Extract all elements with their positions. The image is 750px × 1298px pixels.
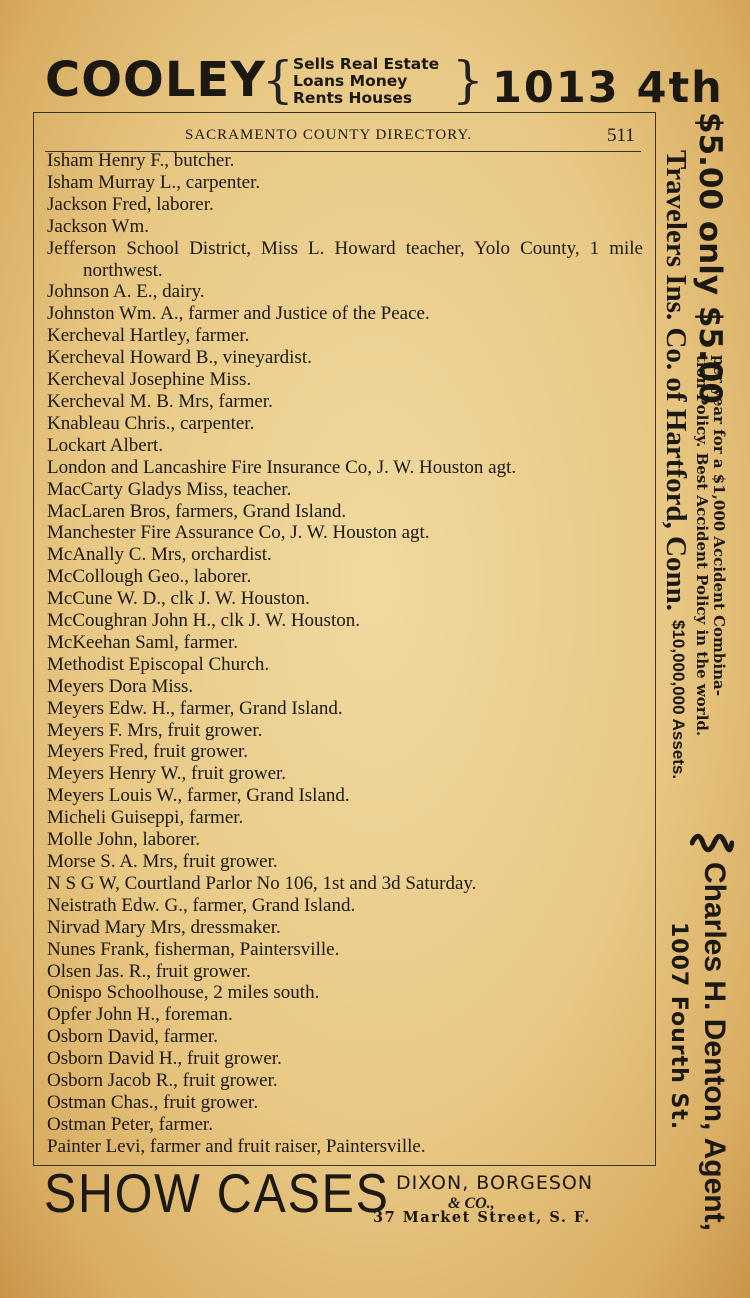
directory-entry: McAnally C. Mrs, orchardist.	[47, 544, 272, 566]
directory-entry: Isham Murray L., carpenter.	[47, 171, 261, 193]
directory-entry: Neistrath Edw. G., farmer, Grand Island.	[47, 894, 356, 916]
directory-entry: Osborn David, farmer.	[47, 1026, 218, 1048]
directory-entry: Jackson Wm.	[47, 215, 150, 237]
directory-entry: Osborn David H., fruit grower.	[47, 1048, 282, 1070]
left-brace: {	[262, 51, 294, 109]
directory-entry: Meyers Henry W., fruit grower.	[47, 763, 287, 785]
directory-entry: N S G W, Courtland Parlor No 106, 1st and 3d Saturday.	[47, 872, 477, 894]
page-number: 511	[607, 125, 635, 146]
directory-entry: Nunes Frank, fisherman, Paintersville.	[47, 938, 340, 960]
right-brace: }	[452, 51, 484, 109]
side-ad-policy-line-b: tion Policy. Best Accident Policy in the world.	[693, 355, 711, 737]
directory-entry: Jefferson School District, Miss L. Howard teacher, Yolo County, 1 mile northwest.	[47, 237, 643, 281]
side-ad-agent-address: 1007 Fourth St.	[666, 922, 691, 1131]
directory-entry: Johnston Wm. A., farmer and Justice of the Peace.	[47, 303, 430, 325]
directory-entry: McCoughran John H., clk J. W. Houston.	[47, 610, 360, 632]
directory-entry: Knableau Chris., carpenter.	[47, 412, 255, 434]
directory-entry: Olsen Jas. R., fruit grower.	[47, 960, 251, 982]
service-line: Sells Real Estate	[293, 55, 440, 73]
directory-entry: MacLaren Bros, farmers, Grand Island.	[47, 500, 347, 522]
directory-entry: MacCarty Gladys Miss, teacher.	[47, 478, 292, 500]
show-cases-ad: SHOW CASES	[44, 1162, 390, 1224]
directory-entry: Opfer John H., foreman.	[47, 1004, 233, 1026]
directory-entry: Osborn Jacob R., fruit grower.	[47, 1070, 278, 1092]
directory-entry: Morse S. A. Mrs, fruit grower.	[47, 851, 278, 872]
directory-entry: Ostman Chas., fruit grower.	[47, 1091, 259, 1113]
ad-firm-co: & CO.,	[448, 1195, 495, 1212]
directory-entry: Molle John, laborer.	[47, 829, 201, 851]
advertiser-name: COOLEY	[45, 52, 266, 108]
directory-entry: Micheli Guiseppi, farmer.	[47, 807, 244, 829]
directory-entry: Isham Henry F., butcher.	[47, 150, 235, 171]
ornament-squiggle-icon	[690, 832, 734, 854]
directory-entry: McCune W. D., clk J. W. Houston.	[47, 588, 310, 610]
directory-entry: Lockart Albert.	[47, 434, 164, 456]
advertiser-services	[293, 56, 439, 107]
directory-entry: McKeehan Saml, farmer.	[47, 631, 238, 653]
directory-entry: Meyers Fred, fruit grower.	[47, 741, 249, 763]
directory-entry: Meyers Louis W., farmer, Grand Island.	[47, 785, 350, 807]
side-ad-assets: $10,000,000 Assets.	[669, 620, 688, 780]
side-ad-insurer: Travelers Ins. Co. of Hartford, Conn.	[660, 150, 692, 612]
directory-entry: Kercheval Josephine Miss.	[47, 369, 252, 391]
directory-entry: Kercheval Hartley, farmer.	[47, 325, 250, 347]
directory-entry: Johnson A. E., dairy.	[47, 281, 205, 303]
service-line: Rents Houses	[293, 89, 413, 107]
advertiser-address: 1013 4th	[492, 63, 724, 113]
side-ad-policy-line-a: per year for a $1,000 Accident Combina-	[710, 355, 728, 696]
directory-entry: McCollough Geo., laborer.	[47, 566, 252, 588]
directory-entry: Painter Levi, farmer and fruit raiser, Paintersville.	[47, 1135, 426, 1157]
directory-entry: Meyers Edw. H., farmer, Grand Island.	[47, 697, 343, 719]
directory-entry: Kercheval M. B. Mrs, farmer.	[47, 390, 273, 412]
directory-entry: Manchester Fire Assurance Co, J. W. Houston agt.	[47, 522, 430, 544]
directory-entry: Meyers F. Mrs, fruit grower.	[47, 719, 263, 741]
directory-entry: Onispo Schoolhouse, 2 miles south.	[47, 982, 320, 1004]
directory-entry: Methodist Episcopal Church.	[47, 653, 270, 675]
directory-entry: Meyers Dora Miss.	[47, 675, 194, 697]
directory-entry: Kercheval Howard B., vineyardist.	[47, 347, 312, 369]
service-line: Loans Money	[293, 72, 408, 90]
directory-entry: London and Lancashire Fire Insurance Co, J. W. Houston agt.	[47, 456, 517, 478]
directory-entry: Nirvad Mary Mrs, dressmaker.	[47, 916, 281, 938]
directory-entries	[47, 150, 643, 1158]
side-ad-price: $5.00 only $5.00	[692, 112, 728, 404]
directory-entry: Jackson Fred, laborer.	[47, 193, 214, 215]
running-head: SACRAMENTO COUNTY DIRECTORY.	[185, 127, 473, 143]
directory-entry: Ostman Peter, farmer.	[47, 1113, 213, 1135]
ad-firm-name: DIXON, BORGESON	[396, 1172, 594, 1194]
ad-firm-address: 37 Market Street, S. F.	[373, 1209, 591, 1226]
side-ad-agent: Charles H. Denton, Agent,	[698, 862, 731, 1231]
